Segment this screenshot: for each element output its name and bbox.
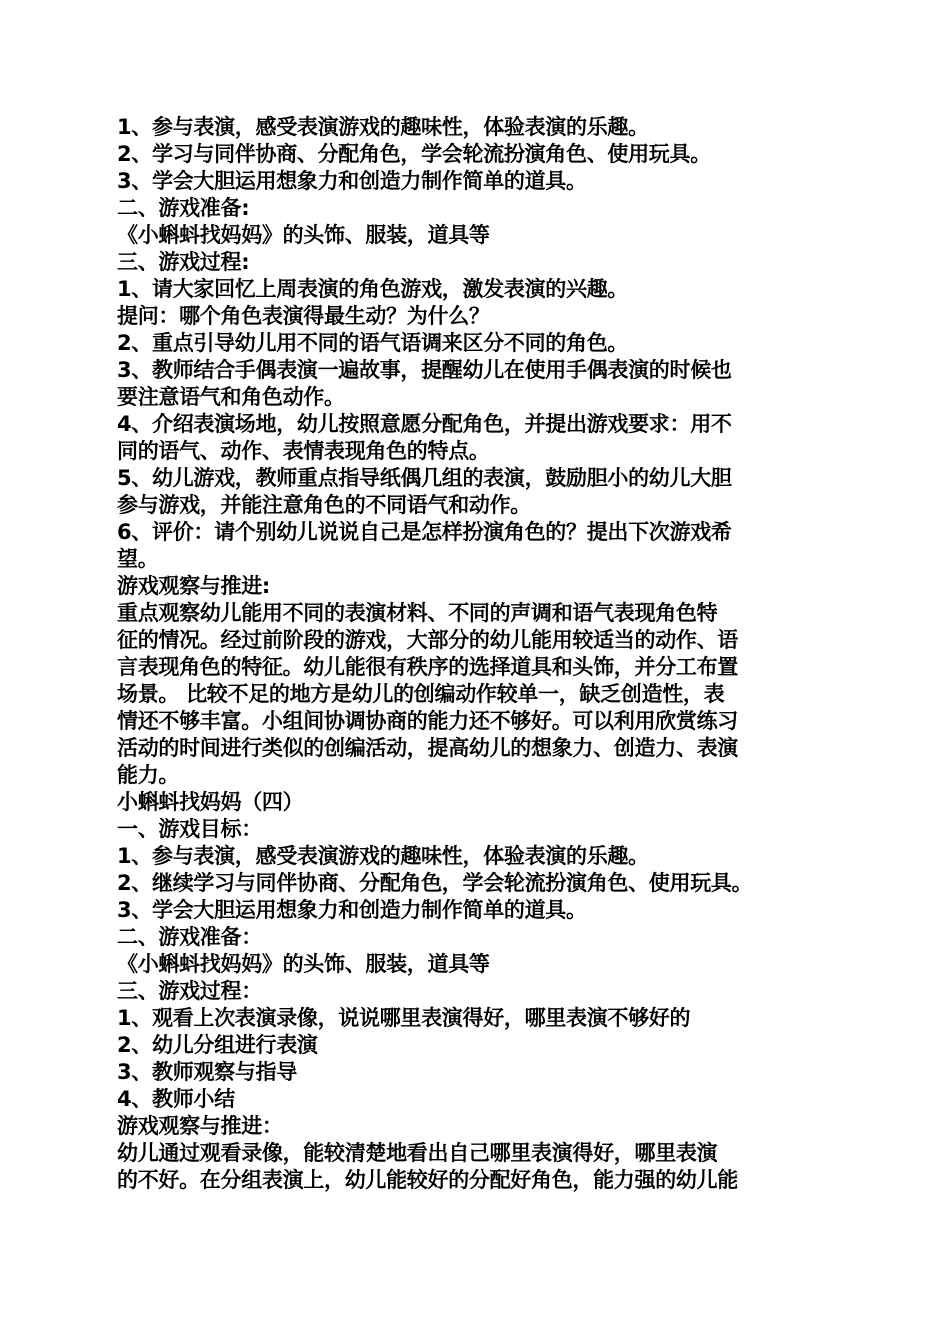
- text-line: 5、幼儿游戏，教师重点指导纸偶几组的表演，鼓励胆小的幼儿大胆: [117, 466, 732, 490]
- text-line: 幼儿通过观看录像，能较清楚地看出自己哪里表演得好，哪里表演: [117, 1141, 718, 1165]
- text-line: 提问：哪个角色表演得最生动？为什么？: [117, 304, 490, 328]
- text-line: 6、评价：请个别幼儿说说自己是怎样扮演角色的？提出下次游戏希: [117, 520, 732, 544]
- text-line: 活动的时间进行类似的创编活动，提高幼儿的想象力、创造力、表演: [117, 736, 738, 760]
- text-line: 2、幼儿分组进行表演: [117, 1033, 318, 1057]
- text-line: 3、学会大胆运用想象力和创造力制作简单的道具。: [117, 169, 587, 193]
- text-line: 能力。: [117, 763, 180, 787]
- section-heading: 三、游戏过程：: [117, 979, 262, 1003]
- text-line: 4、教师小结: [117, 1087, 235, 1111]
- text-line: 要注意语气和角色动作。: [117, 385, 345, 409]
- text-line: 1、参与表演，感受表演游戏的趣味性，体验表演的乐趣。: [117, 844, 649, 868]
- text-line: 3、学会大胆运用想象力和创造力制作简单的道具。: [117, 898, 587, 922]
- document-body: [117, 114, 843, 1194]
- section-heading: 游戏观察与推进:: [117, 574, 270, 598]
- text-line: 的不好。在分组表演上，幼儿能较好的分配好角色，能力强的幼儿能: [117, 1168, 738, 1192]
- text-line: 征的情况。经过前阶段的游戏，大部分的幼儿能用较适当的动作、语: [117, 628, 738, 652]
- section-heading: 二、游戏准备：: [117, 925, 262, 949]
- text-line: 3、教师观察与指导: [117, 1060, 297, 1084]
- text-line: 望。: [117, 547, 159, 571]
- text-line: 1、请大家回忆上周表演的角色游戏，激发表演的兴趣。: [117, 277, 629, 301]
- text-line: 2、学习与同伴协商、分配角色，学会轮流扮演角色、使用玩具。: [117, 142, 711, 166]
- text-line: 同的语气、动作、表情表现角色的特点。: [117, 439, 490, 463]
- section-heading: 游戏观察与推进：: [117, 1114, 283, 1138]
- section-heading: 二、游戏准备:: [117, 196, 250, 220]
- text-line: 1、参与表演，感受表演游戏的趣味性，体验表演的乐趣。: [117, 115, 649, 139]
- text-line: 2、继续学习与同伴协商、分配角色，学会轮流扮演角色、使用玩具。: [117, 871, 753, 895]
- text-line: 参与游戏，并能注意角色的不同语气和动作。: [117, 493, 531, 517]
- section-heading: 一、游戏目标：: [117, 817, 262, 841]
- text-line: 4、介绍表演场地，幼儿按照意愿分配角色，并提出游戏要求：用不: [117, 412, 732, 436]
- text-line: 3、教师结合手偶表演一遍故事，提醒幼儿在使用手偶表演的时候也: [117, 358, 732, 382]
- text-line: 1、观看上次表演录像，说说哪里表演得好，哪里表演不够好的: [117, 1006, 691, 1030]
- text-line: 2、重点引导幼儿用不同的语气语调来区分不同的角色。: [117, 331, 629, 355]
- text-line: 《小蝌蚪找妈妈》的头饰、服装，道具等: [117, 952, 490, 976]
- section-heading: 三、游戏过程:: [117, 250, 250, 274]
- text-line: 《小蝌蚪找妈妈》的头饰、服装，道具等: [117, 223, 490, 247]
- text-line: 重点观察幼儿能用不同的表演材料、不同的声调和语气表现角色特: [117, 601, 718, 625]
- text-line: 情还不够丰富。小组间协调协商的能力还不够好。可以利用欣赏练习: [117, 709, 738, 733]
- document-subtitle: 小蝌蚪找妈妈（四）: [117, 790, 304, 814]
- text-line: 言表现角色的特征。幼儿能很有秩序的选择道具和头饰，并分工布置: [117, 655, 738, 679]
- text-line: 场景。 比较不足的地方是幼儿的创编动作较单一，缺乏创造性，表: [117, 682, 725, 706]
